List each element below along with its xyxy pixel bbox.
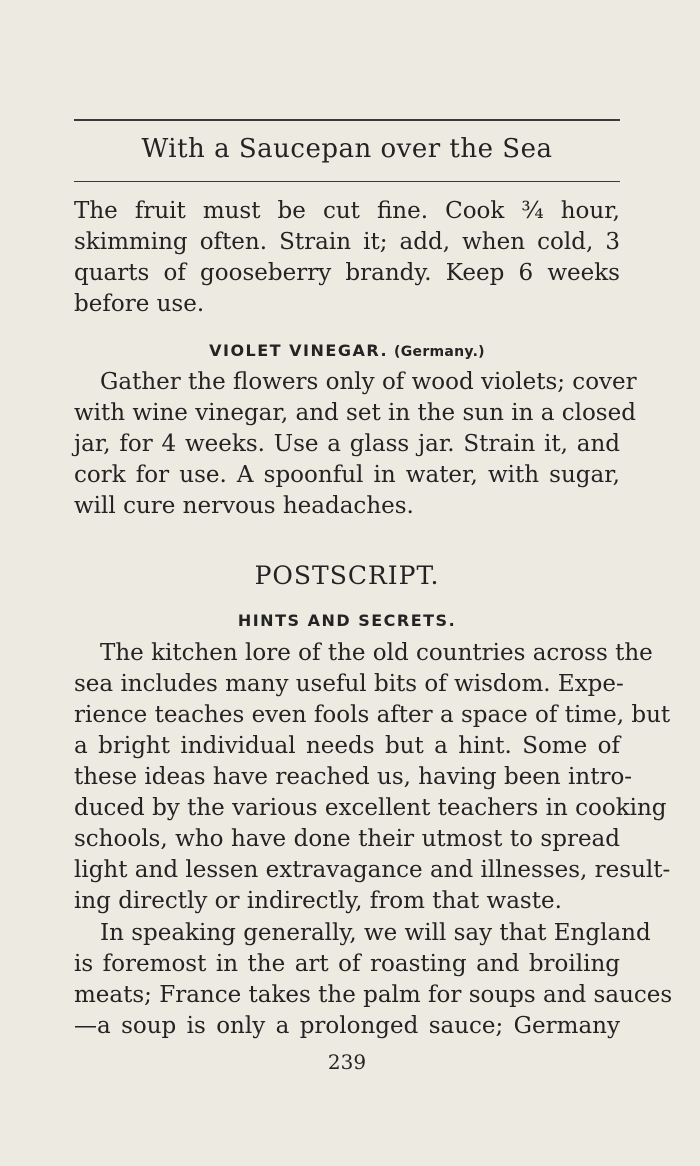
recipe-line: will cure nervous headaches. [74, 493, 414, 519]
header-rule-top [74, 119, 620, 121]
body-line: schools, who have done their utmost to spread [74, 826, 620, 852]
running-head: With a Saucepan over the Sea [141, 134, 553, 164]
recipe-heading [74, 341, 620, 360]
body-line: a bright individual needs but a hint. Some of [74, 733, 620, 759]
body-line: meats; France takes the palm for soups and sauces [74, 982, 673, 1008]
body-line: In speaking generally, we will say that England [100, 920, 651, 946]
section-title: POSTSCRIPT. [254, 561, 440, 590]
body-line: rience teaches even fools after a space of time, but [74, 702, 671, 728]
body-line: skimming often. Strain it; add, when cold, 3 [74, 229, 620, 255]
body-line: is foremost in the art of roasting and broiling [74, 951, 620, 977]
body-line: The fruit must be cut fine. Cook ¾ hour, [74, 198, 620, 224]
body-line: duced by the various excellent teachers in cooking [74, 795, 667, 821]
body-line: —a soup is only a prolonged sauce; Germany [74, 1013, 620, 1039]
recipe-title: VIOLET VINEGAR. [209, 341, 389, 360]
recipe-line: jar, for 4 weeks. Use a glass jar. Strain it, and [74, 431, 620, 457]
body-line: light and lessen extravagance and illnesses, result- [74, 857, 671, 883]
recipe-line: with wine vinegar, and set in the sun in a closed [74, 400, 636, 426]
body-line: before use. [74, 291, 205, 317]
recipe-line: cork for use. A spoonful in water, with sugar, [74, 462, 620, 488]
body-line: sea includes many useful bits of wisdom. Expe- [74, 671, 624, 697]
body-line: quarts of gooseberry brandy. Keep 6 weeks [74, 260, 620, 286]
recipe-line: Gather the flowers only of wood violets; cover [100, 369, 637, 395]
subsection-title: HINTS AND SECRETS. [237, 611, 457, 630]
body-line: ing directly or indirectly, from that waste. [74, 888, 562, 914]
body-line: these ideas have reached us, having been intro- [74, 764, 633, 790]
page-number: 239 [327, 1050, 367, 1074]
body-line: The kitchen lore of the old countries across the [100, 640, 653, 666]
recipe-origin: (Germany.) [394, 344, 485, 360]
header-rule-bottom [74, 181, 620, 182]
